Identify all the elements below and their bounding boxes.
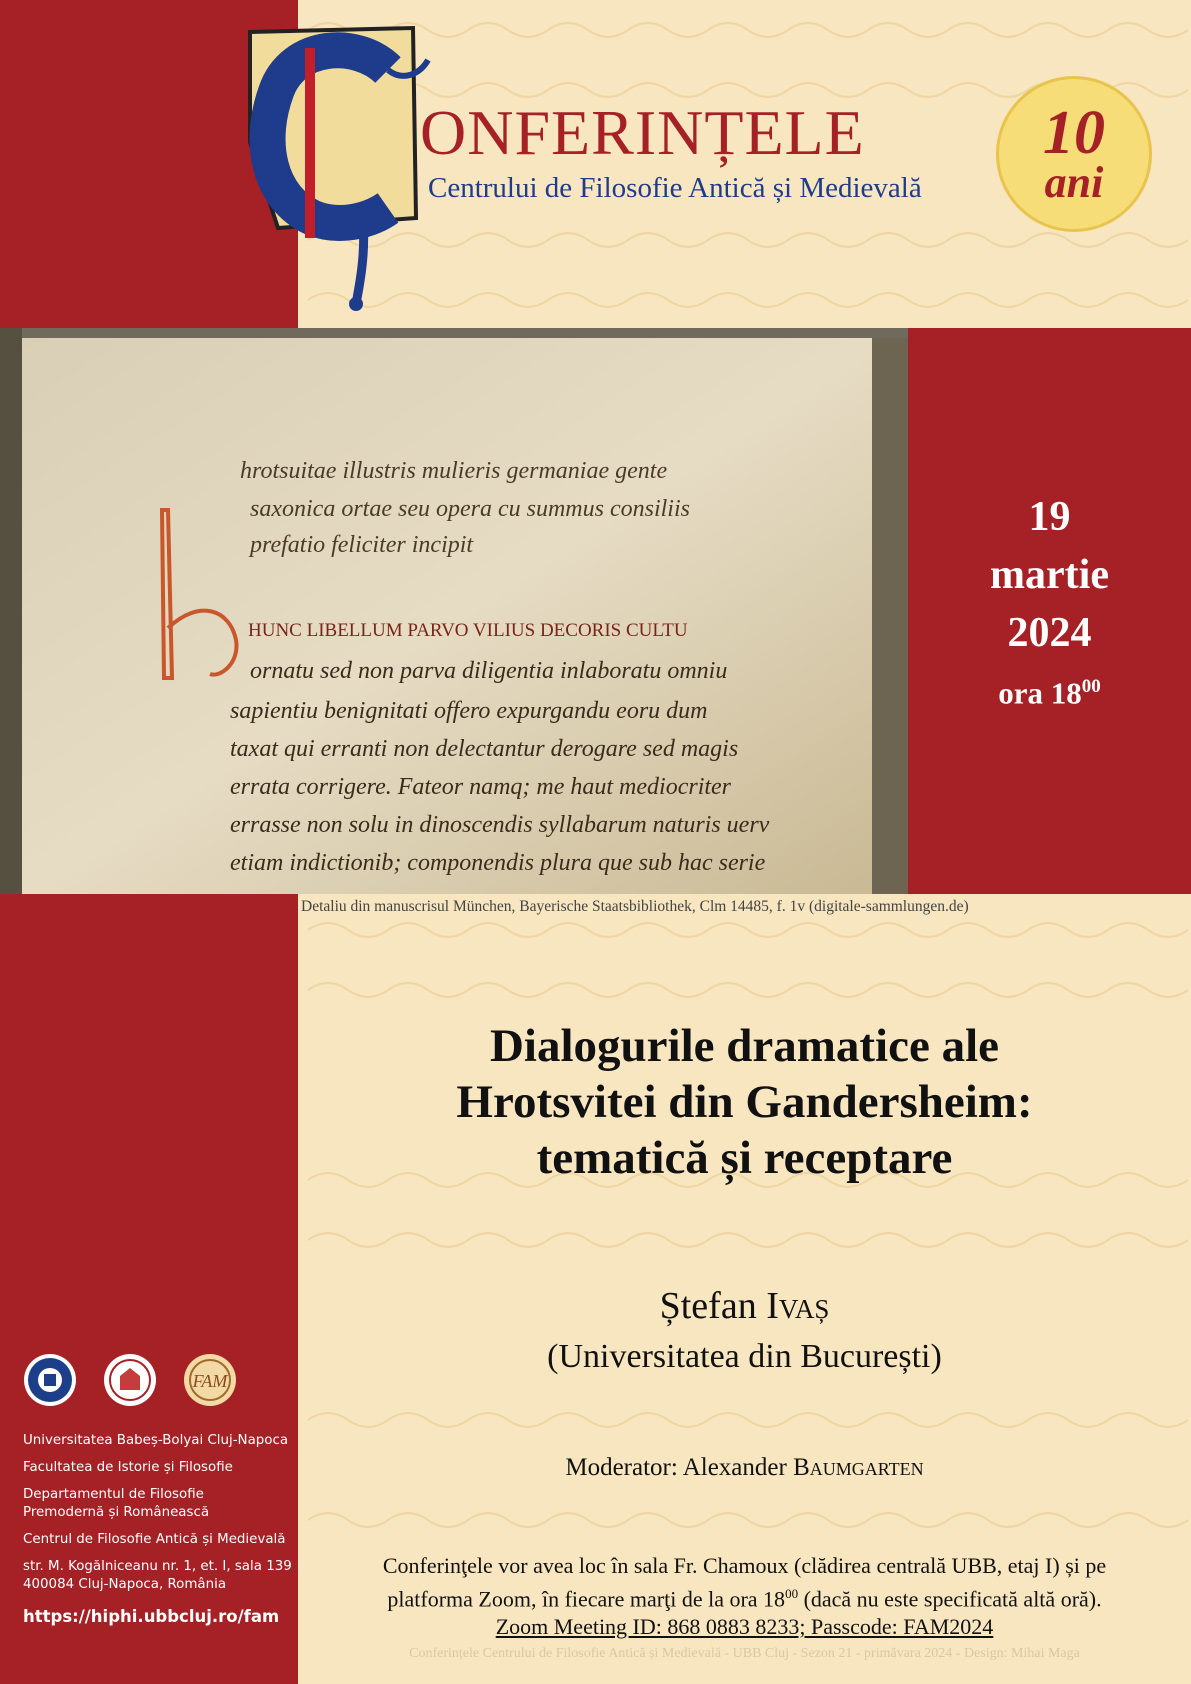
event-month: martie bbox=[990, 552, 1109, 598]
moderator: Moderator: Alexander Baumgarten bbox=[565, 1454, 924, 1481]
venue-info bbox=[298, 1552, 1191, 1641]
institution-centre: Centrul de Filosofie Antică și Medievală bbox=[23, 1532, 286, 1547]
svg-text:FAM: FAM bbox=[192, 1371, 228, 1391]
zoom-meeting-link[interactable]: Zoom Meeting ID: 868 0883 8233; Passcode: FAM2024 bbox=[495, 1614, 994, 1640]
anniversary-number: 10 bbox=[1043, 99, 1105, 167]
event-day: 19 bbox=[1028, 494, 1071, 540]
institution-faculty: Facultatea de Istorie și Filosofie bbox=[23, 1460, 233, 1475]
footer-note: Conferințele Centrului de Filosofie Antică și Medievală - UBB Cluj - Sezon 21 - primăvara 2024 - Design: Mihai Maga bbox=[409, 1646, 1080, 1661]
manuscript-line: errasse non solu in dinoscendis syllabarum naturis uerv bbox=[230, 812, 770, 838]
manuscript-line: HUNC LIBELLUM PARVO VILIUS DECORIS CULTU bbox=[248, 620, 688, 641]
institution-list bbox=[23, 1432, 303, 1626]
institution-seals bbox=[22, 1352, 262, 1412]
lecture-title bbox=[298, 1018, 1191, 1186]
speaker-name: Ștefan Ivaș bbox=[659, 1285, 830, 1327]
event-date bbox=[908, 488, 1191, 718]
institution-department: Departamentul de Filosofie bbox=[23, 1487, 204, 1502]
illuminated-initial-logo bbox=[238, 22, 438, 312]
venue-line-1: Conferinţele vor avea loc în sala Fr. Chamoux (clădirea centrală UBB, etaj I) și pe bbox=[382, 1553, 1107, 1578]
faculty-seal-icon bbox=[102, 1352, 158, 1408]
series-title: ONFERINȚELE bbox=[420, 97, 865, 168]
institution-university: Universitatea Babeș-Bolyai Cluj-Napoca bbox=[23, 1433, 289, 1448]
lecture-title-line: Hrotsvitei din Gandersheim: bbox=[456, 1076, 1033, 1128]
venue-line-2: platforma Zoom, în fiecare marţi de la ora $18^{00}$ (dacă nu este specificată altă oră). bbox=[387, 1586, 1102, 1612]
manuscript-line: sapientiu benignitati offero expurgandu eoru dum bbox=[230, 698, 708, 724]
manuscript-line: saxonica ortae seu opera cu summus consiliis bbox=[250, 496, 690, 522]
manuscript-line: taxat qui erranti non delectantur derogare sed magis bbox=[230, 736, 739, 762]
manuscript-line: etiam indictionib; componendis plura que sub hac serie bbox=[230, 850, 766, 876]
manuscript-line: prefatio feliciter incipit bbox=[250, 532, 474, 558]
manuscript-line: ornatu sed non parva diligentia inlaboratu omniu bbox=[250, 658, 728, 684]
manuscript-line: errata corrigere. Fateor namq; me haut mediocriter bbox=[230, 774, 732, 800]
manuscript-line: hrotsuitae illustris mulieris germaniae gente bbox=[240, 458, 668, 484]
series-subtitle: Centrului de Filosofie Antică și Medievală bbox=[428, 172, 922, 204]
address-line-2: 400084 Cluj-Napoca, România bbox=[23, 1577, 227, 1592]
lecture-title-line: Dialogurile dramatice ale bbox=[489, 1020, 1000, 1072]
manuscript-image bbox=[0, 328, 908, 894]
lecture-title-line: tematică și receptare bbox=[536, 1132, 953, 1184]
manuscript-caption: Detaliu din manuscrisul München, Bayerische Staatsbibliothek, Clm 14485, f. 1v (digitale-sammlungen.de) bbox=[301, 898, 969, 915]
anniversary-badge bbox=[996, 76, 1152, 232]
event-time: ora $18^{00}$ bbox=[998, 675, 1101, 711]
institution-department-cont: Premodernă și Românească bbox=[23, 1505, 210, 1520]
website-link[interactable]: https://hiphi.ubbcluj.ro/fam bbox=[23, 1607, 280, 1626]
speaker-affiliation: (Universitatea din București) bbox=[547, 1338, 942, 1375]
event-year: 2024 bbox=[1007, 610, 1092, 656]
address-line-1: str. M. Kogălniceanu nr. 1, et. I, sala 139 bbox=[23, 1559, 292, 1574]
ubb-seal-icon bbox=[22, 1352, 78, 1408]
fam-seal-icon bbox=[182, 1352, 238, 1408]
anniversary-word: ani bbox=[1044, 158, 1104, 207]
